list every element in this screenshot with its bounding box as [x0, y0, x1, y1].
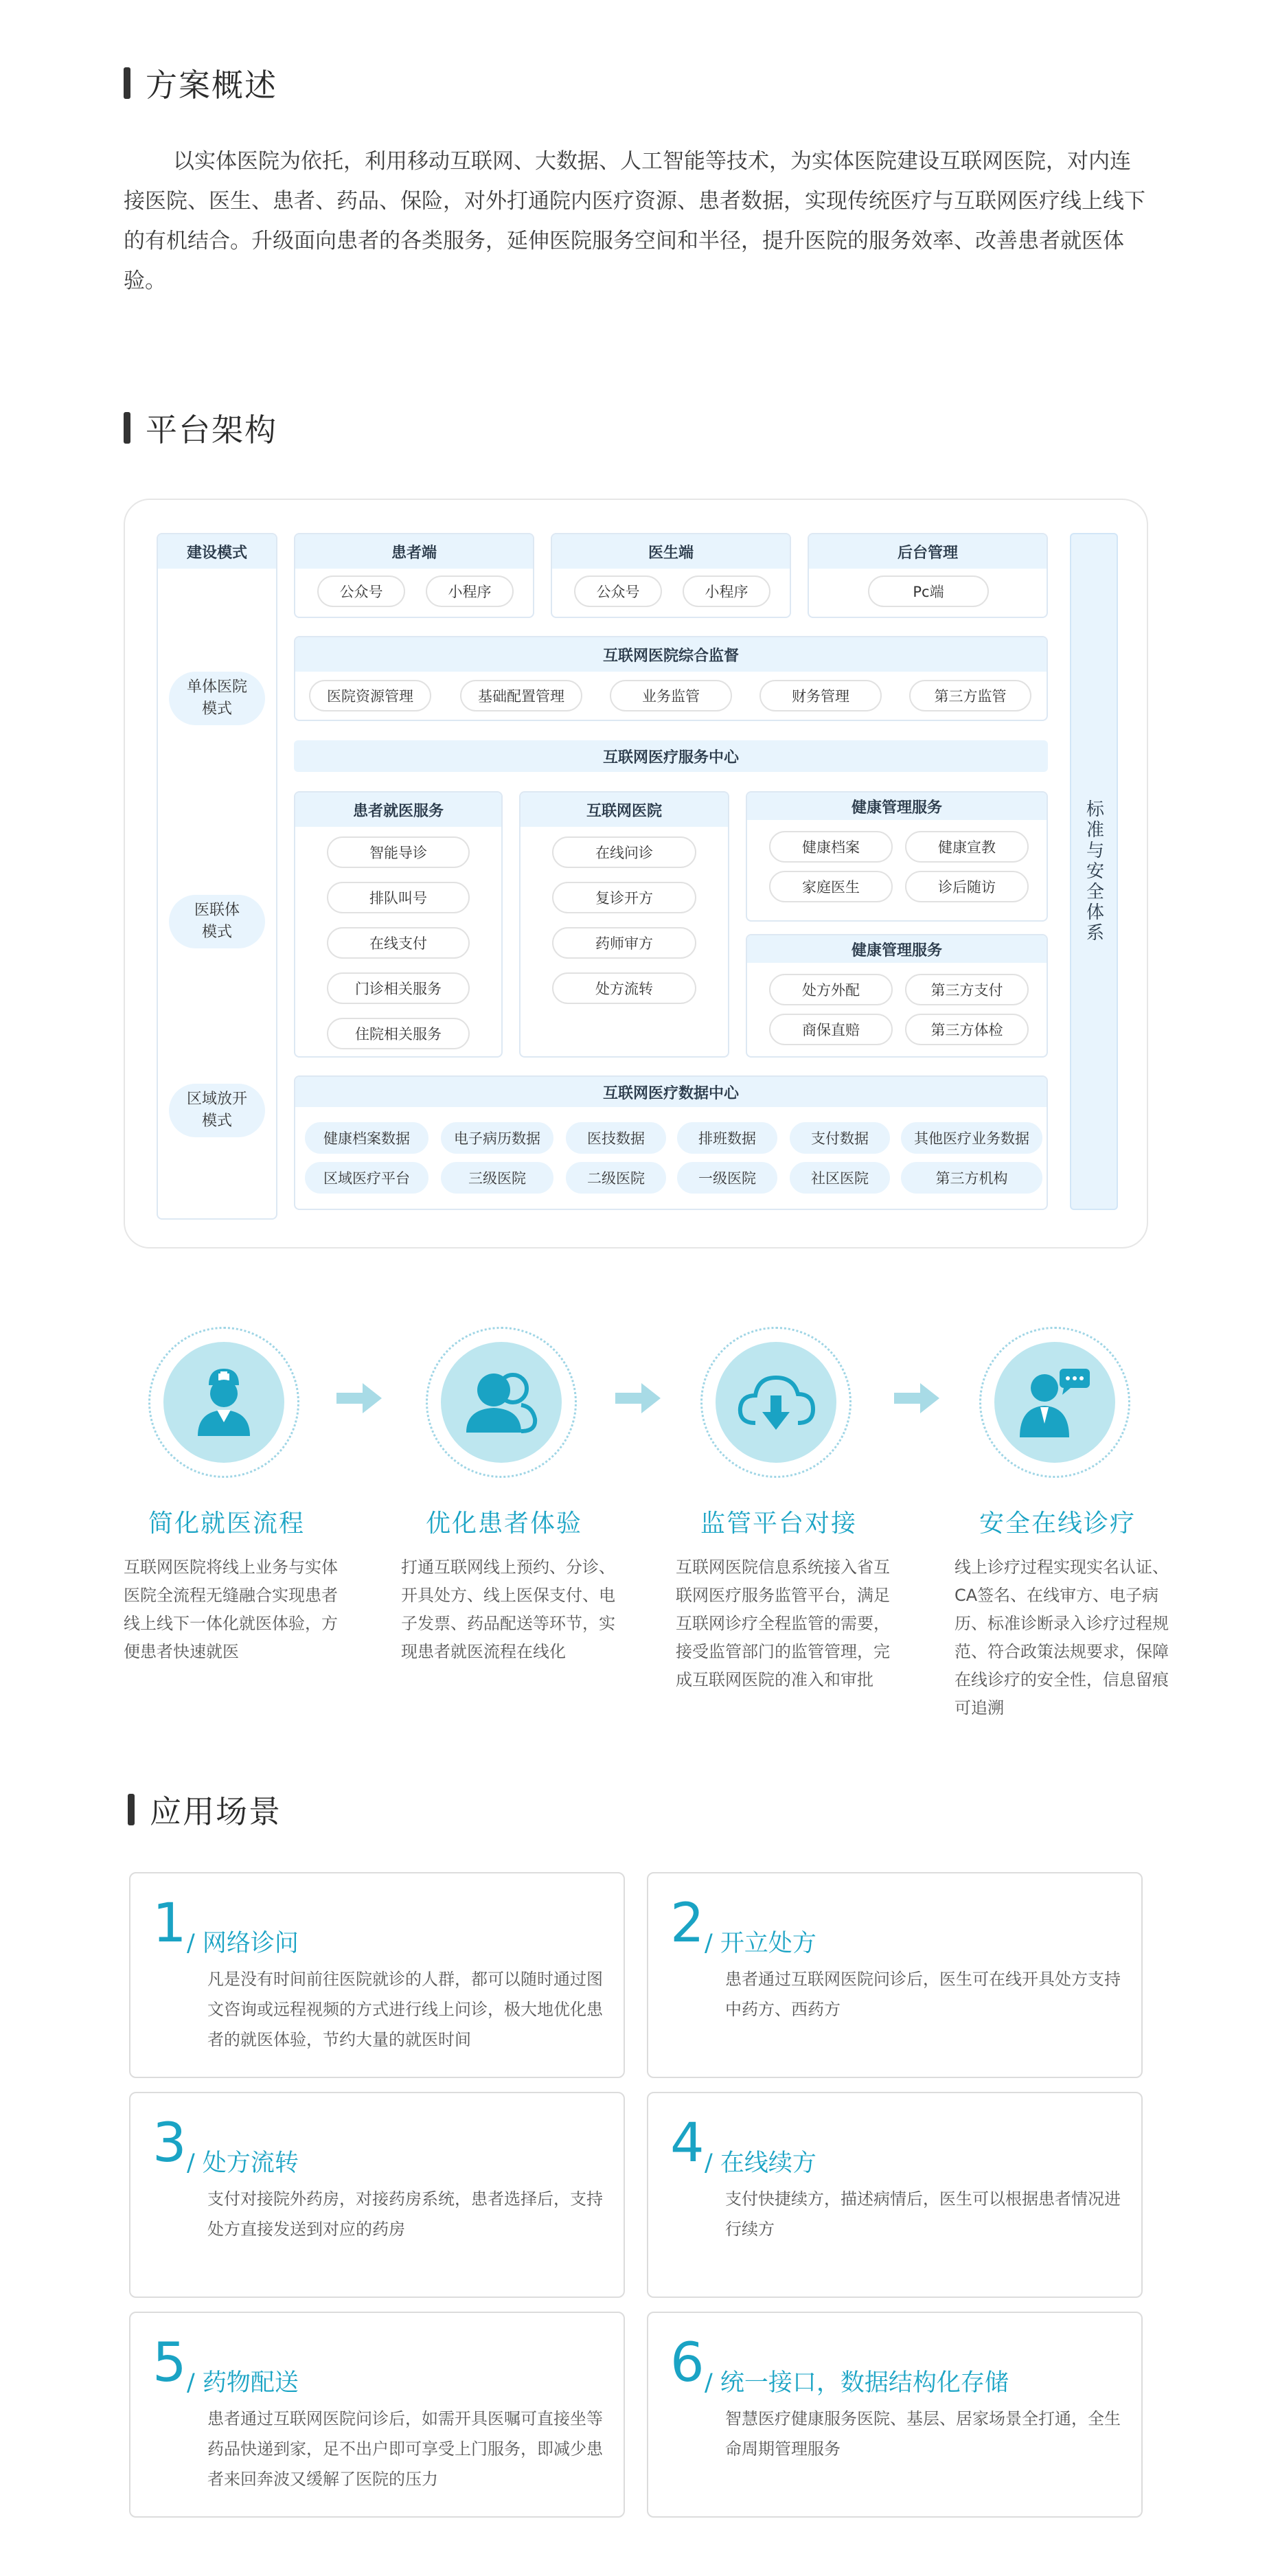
feature-desc: 打通互联网线上预约、分诊、开具处方、线上医保支付、电子发票、药品配送等环节，实现患者就医流程在线化 [401, 1558, 615, 1661]
heading-bar [124, 67, 130, 99]
feature-title: 简化就医流程 [148, 1509, 305, 1538]
backend-pc-pill: Pc端 [868, 575, 989, 607]
health-mgmt-item: 家庭医生 [769, 871, 893, 902]
scenarios-heading [128, 1787, 282, 1832]
architecture-title: 平台架构 [146, 411, 277, 448]
architecture-diagram [124, 499, 1148, 1249]
supervision-item: 业务监管 [610, 680, 732, 711]
scenario-card [129, 2312, 625, 2518]
scenario-number: 3 [152, 2112, 187, 2174]
data-item: 电子病历数据 [441, 1122, 553, 1154]
data-item: 健康档案数据 [305, 1122, 428, 1154]
doctor-miniapp-pill: 小程序 [683, 575, 770, 607]
data-item: 排班数据 [677, 1122, 777, 1154]
data-item: 一级医院 [677, 1162, 777, 1194]
health-mgmt-item: 处方外配 [769, 974, 893, 1005]
feature-circle [979, 1327, 1130, 1478]
scenario-title: / 处方流转 [187, 2150, 299, 2177]
patient-service-item: 门诊相关服务 [327, 972, 470, 1004]
architecture-heading [124, 405, 277, 451]
patient-service-item: 智能导诊 [327, 836, 470, 868]
doctor-wechat-pill: 公众号 [574, 575, 662, 607]
internet-hospital-box [519, 791, 729, 1058]
internet-hospital-item: 药师审方 [552, 927, 696, 959]
supervision-item: 医院资源管理 [309, 680, 431, 711]
supervision-title: 互联网医院综合监督 [295, 637, 1047, 672]
scenario-number: 2 [670, 1893, 705, 1954]
heading-bar [124, 412, 130, 444]
health-mgmt-item: 诊后随访 [905, 871, 1029, 902]
backend-box [808, 533, 1048, 618]
feature-circle [700, 1327, 852, 1478]
doctor-end-box [551, 533, 791, 618]
scenario-desc: 智慧医疗健康服务医院、基层、居家场景全打通，全生命周期管理服务 [725, 2409, 1121, 2459]
doctor-end-title: 医生端 [552, 534, 790, 569]
patient-service-title: 患者就医服务 [295, 793, 501, 827]
backend-title: 后台管理 [809, 534, 1047, 569]
scenario-card [129, 2092, 625, 2298]
arrow-right-icon [894, 1383, 939, 1413]
scenario-card [647, 1872, 1143, 2078]
scenario-card [647, 2092, 1143, 2298]
scenario-number: 6 [670, 2332, 705, 2394]
arrow-right-icon [336, 1383, 382, 1413]
internet-hospital-item: 复诊开方 [552, 882, 696, 913]
online-consult-icon [994, 1342, 1115, 1463]
supervision-item: 财务管理 [759, 680, 882, 711]
health-mgmt-title-2: 健康管理服务 [747, 935, 1047, 963]
patient-end-title: 患者端 [295, 534, 533, 569]
internet-hospital-item: 在线问诊 [552, 836, 696, 868]
patient-service-item: 住院相关服务 [327, 1018, 470, 1049]
scenario-desc: 支付对接院外药房，对接药房系统，患者选择后，支持处方直接发送到对应的药房 [207, 2189, 603, 2239]
scenario-desc: 患者通过互联网医院问诊后，如需开具医嘱可直接坐等药品快递到家，足不出户即可享受上门服务，即减少患者来回奔波又缓解了医院的压力 [207, 2409, 603, 2489]
feature-title: 优化患者体验 [425, 1509, 582, 1538]
data-item: 第三方机构 [901, 1162, 1042, 1194]
scenario-title: / 开立处方 [705, 1930, 816, 1957]
data-center-box [294, 1075, 1048, 1210]
overview-title: 方案概述 [146, 67, 277, 104]
health-mgmt-item: 商保直赔 [769, 1014, 893, 1045]
patient-miniapp-pill: 小程序 [426, 575, 514, 607]
feature-title: 安全在线诊疗 [979, 1509, 1136, 1538]
scenario-title: / 网络诊问 [187, 1930, 299, 1957]
mode-title: 建设模式 [158, 534, 276, 569]
scenario-number: 5 [152, 2332, 187, 2394]
data-item: 区域医疗平台 [305, 1162, 428, 1194]
feature-circle [148, 1327, 299, 1478]
feature-circle [426, 1327, 577, 1478]
data-item: 其他医疗业务数据 [901, 1122, 1042, 1154]
doctor-icon [163, 1342, 284, 1463]
arrow-right-icon [615, 1383, 661, 1413]
heading-bar [128, 1794, 135, 1825]
scenario-desc: 凡是没有时间前往医院就诊的人群，都可以随时通过图文咨询或远程视频的方式进行线上问诊，极大地优化患者的就医体验，节约大量的就医时间 [207, 1970, 603, 2049]
overview-heading [124, 60, 277, 106]
patient-service-item: 排队叫号 [327, 882, 470, 913]
security-system-label: 标准与安全体系 [1083, 799, 1104, 944]
data-item: 支付数据 [790, 1122, 890, 1154]
service-center-bar: 互联网医疗服务中心 [294, 740, 1048, 772]
security-system-bar [1070, 533, 1118, 1210]
patient-wechat-pill: 公众号 [317, 575, 405, 607]
users-icon [441, 1342, 562, 1463]
scenario-card [647, 2312, 1143, 2518]
data-item: 社区医院 [790, 1162, 890, 1194]
feature-desc: 互联网医院将线上业务与实体医院全流程无缝融合实现患者线上线下一体化就医体验，方便患者快速就医 [124, 1558, 338, 1661]
scenario-number: 1 [152, 1893, 187, 1954]
supervision-item: 第三方监管 [909, 680, 1031, 711]
health-mgmt-item: 健康档案 [769, 831, 893, 863]
mode-single-hospital: 单体医院模式 [169, 672, 265, 725]
health-mgmt-item: 健康宣教 [905, 831, 1029, 863]
scenario-card [129, 1872, 625, 2078]
health-mgmt-box-1 [746, 791, 1048, 922]
internet-hospital-item: 处方流转 [552, 972, 696, 1004]
scenario-number: 4 [670, 2112, 705, 2174]
health-mgmt-item: 第三方体检 [905, 1014, 1029, 1045]
feature-desc: 互联网医院信息系统接入省互联网医疗服务监管平台，满足互联网诊疗全程监管的需要，接受监管部门的监管管理，完成互联网医院的准入和审批 [676, 1558, 890, 1689]
scenario-title: / 在线续方 [705, 2150, 816, 2177]
internet-hospital-title: 互联网医院 [521, 793, 728, 827]
health-mgmt-item: 第三方支付 [905, 974, 1029, 1005]
scenario-desc: 患者通过互联网医院问诊后，医生可在线开具处方支持中药方、西药方 [725, 1970, 1121, 2019]
mode-medical-alliance: 医联体模式 [169, 895, 265, 948]
scenario-desc: 支付快捷续方，描述病情后，医生可以根据患者情况进行续方 [725, 2189, 1121, 2239]
data-item: 医技数据 [566, 1122, 666, 1154]
health-mgmt-box-2 [746, 934, 1048, 1058]
overview-text: 以实体医院为依托，利用移动互联网、大数据、人工智能等技术，为实体医院建设互联网医院，对内连接医院、医生、患者、药品、保险，对外打通院内医疗资源、患者数据，实现传统医疗与互联网医疗线上线下的有机结合。升级面向患者的各类服务，延伸医院服务空间和半径，提升医院的服务效率、改善患者就医体验。 [124, 149, 1145, 293]
patient-service-box [294, 791, 503, 1058]
cloud-download-icon [716, 1342, 836, 1463]
scenario-title: / 统一接口，数据结构化存储 [705, 2369, 1009, 2397]
health-mgmt-title-1: 健康管理服务 [747, 793, 1047, 820]
supervision-box [294, 636, 1048, 721]
patient-service-item: 在线支付 [327, 927, 470, 959]
data-item: 三级医院 [441, 1162, 553, 1194]
feature-desc: 线上诊疗过程实现实名认证、CA签名、在线审方、电子病历、标准诊断录入诊疗过程规范、符合政策法规要求，保障在线诊疗的安全性，信息留痕可追溯 [955, 1558, 1169, 1718]
data-item: 二级医院 [566, 1162, 666, 1194]
feature-title: 监管平台对接 [700, 1509, 857, 1538]
scenarios-title: 应用场景 [150, 1793, 282, 1830]
mode-column [157, 533, 277, 1220]
mode-regional: 区域放开模式 [169, 1084, 265, 1137]
scenario-title: / 药物配送 [187, 2369, 299, 2397]
patient-end-box [294, 533, 534, 618]
data-center-title: 互联网医疗数据中心 [295, 1077, 1047, 1107]
supervision-item: 基础配置管理 [460, 680, 582, 711]
